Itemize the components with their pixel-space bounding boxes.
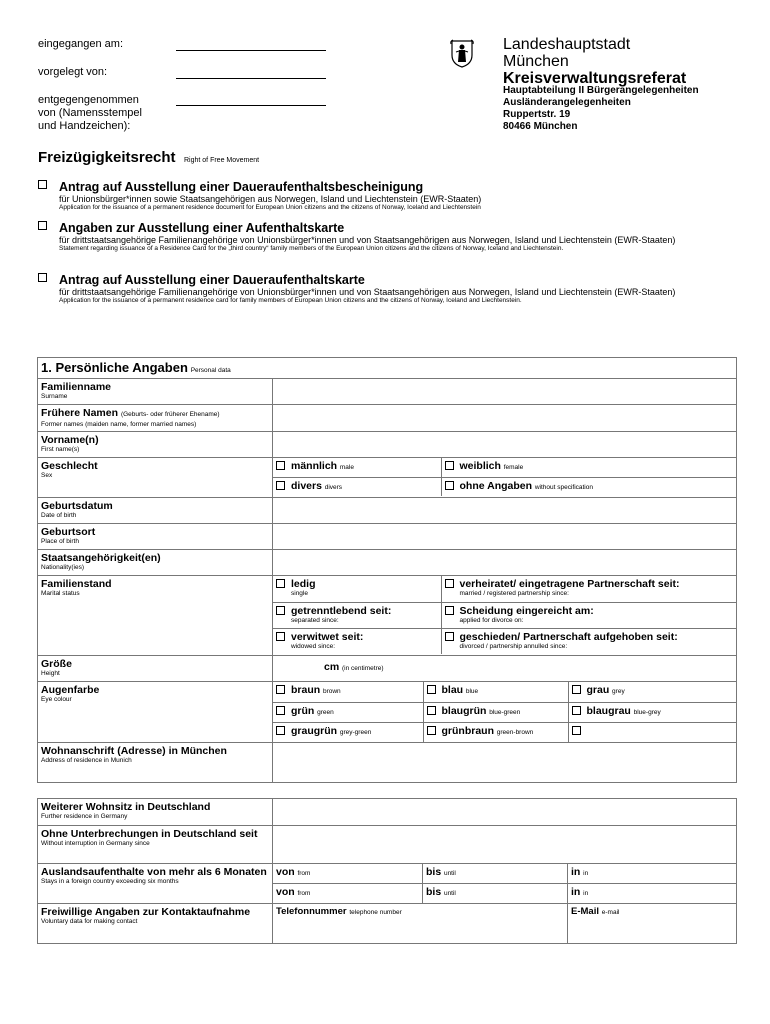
eye-colour-label: Augenfarbe Eye colour (38, 682, 273, 743)
abroad-in-2[interactable]: in in (568, 884, 737, 904)
residence-table (37, 798, 737, 944)
marital-separated[interactable]: getrenntlebend seit: separated since: (273, 602, 441, 628)
dob-label: Geburtsdatum Date of birth (38, 498, 273, 524)
further-residence-label: Weiterer Wohnsitz in Deutschland Further residence in Germany (38, 799, 273, 826)
application-checkbox-2[interactable] (38, 221, 47, 230)
munich-coat-of-arms-icon (450, 38, 474, 68)
eye-blue-green[interactable]: blaugrün blue-green (423, 702, 568, 722)
checkbox-male[interactable] (276, 461, 285, 470)
marital-single[interactable]: ledig single (273, 576, 441, 602)
application-option-3: Antrag auf Ausstellung einer Daueraufenthaltskarte für drittstaatsangehörige Familienangehörige von Unionsbürger*innen und von Staatsangehörigen aus Norwegen, Island und Liechtenstein (EWR-Staaten) Application for the issuance of a permanent residence card for family members of European Union citizens and the citizens of Norway, Iceland and Liechtenstein. (38, 273, 738, 305)
eye-blue-grey[interactable]: blaugrau blue-grey (568, 702, 736, 722)
email-field[interactable]: E-Mail e-mail (568, 904, 737, 944)
checkbox-green-brown[interactable] (427, 726, 436, 735)
checkbox-separated[interactable] (276, 606, 285, 615)
checkbox-brown[interactable] (276, 685, 285, 694)
accepted-label: entgegengenommen von (Namensstempel und Handzeichen): (38, 94, 142, 132)
checkbox-blue-grey[interactable] (572, 706, 581, 715)
checkbox-single[interactable] (276, 579, 285, 588)
address-label: Wohnanschrift (Adresse) in München Address of residence in Munich (38, 743, 273, 783)
nationality-label: Staatsangehörigkeit(en) Nationality(ies) (38, 550, 273, 576)
marital-label: Familienstand Marital status (38, 576, 273, 656)
checkbox-married[interactable] (445, 579, 454, 588)
application-option-2: Angaben zur Ausstellung einer Aufenthaltskarte für drittstaatsangehörige Familienangehörige von Unionsbürger*innen und von Staatsangehörigen aus Norwegen, Island und Liechtenstein (EWR-Staaten) Statement regarding issuance of a Residence Card for the „third country“ family members of the European Union citizens and the citizens of Norway, Iceland and Liechtenstein. (38, 221, 738, 253)
accepted-field[interactable] (176, 105, 326, 106)
checkbox-green[interactable] (276, 706, 285, 715)
height-field[interactable]: cm (in centimetre) (273, 656, 737, 682)
uninterrupted-field[interactable] (273, 826, 737, 864)
eye-other[interactable] (568, 722, 736, 742)
marital-divorce-filed[interactable]: Scheidung eingereicht am: applied for divorce on: (441, 602, 736, 628)
application-checkbox-3[interactable] (38, 273, 47, 282)
received-field[interactable] (176, 50, 326, 51)
surname-label: Familienname Surname (38, 379, 273, 405)
personal-data-table (37, 357, 737, 783)
checkbox-grey[interactable] (572, 685, 581, 694)
abroad-until-1[interactable]: bis until (423, 864, 568, 884)
eye-brown[interactable]: braun brown (273, 682, 423, 702)
authority-name: Landeshauptstadt München Kreisverwaltungsreferat (503, 36, 687, 87)
nationality-field[interactable] (273, 550, 737, 576)
dob-field[interactable] (273, 498, 737, 524)
uninterrupted-label: Ohne Unterbrechungen in Deutschland seit Without interruption in Germany since (38, 826, 273, 864)
checkbox-divers[interactable] (276, 481, 285, 490)
sex-option-female[interactable]: weiblich female (441, 458, 736, 477)
abroad-from-1[interactable]: von from (273, 864, 423, 884)
authority-address: Hauptabteilung II Bürgerangelegenheiten Ausländerangelegenheiten Ruppertstr. 19 80466 München (503, 85, 699, 132)
eye-grey[interactable]: grau grey (568, 682, 736, 702)
checkbox-other-eye[interactable] (572, 726, 581, 735)
former-names-field[interactable] (273, 405, 737, 432)
abroad-from-2[interactable]: von from (273, 884, 423, 904)
sex-option-divers[interactable]: divers divers (273, 477, 441, 496)
checkbox-divorce-filed[interactable] (445, 606, 454, 615)
section-1-title: 1. Persönliche Angaben Personal data (38, 358, 737, 379)
address-field[interactable] (273, 743, 737, 783)
presented-label: vorgelegt von: (38, 66, 108, 78)
application-checkbox-1[interactable] (38, 180, 47, 189)
former-names-label: Frühere Namen (Geburts- oder früherer Ehename) Former names (maiden name, former married names) (38, 405, 273, 432)
checkbox-grey-green[interactable] (276, 726, 285, 735)
sex-option-male[interactable]: männlich male (273, 458, 441, 477)
sex-label: Geschlecht Sex (38, 458, 273, 498)
abroad-label: Auslandsaufenthalte von mehr als 6 Monaten Stays in a foreign country exceeding six months (38, 864, 273, 904)
eye-grey-green[interactable]: graugrün grey-green (273, 722, 423, 742)
surname-field[interactable] (273, 379, 737, 405)
sex-option-unspecified[interactable]: ohne Angaben without specification (441, 477, 736, 496)
checkbox-unspecified[interactable] (445, 481, 454, 490)
further-residence-field[interactable] (273, 799, 737, 826)
abroad-until-2[interactable]: bis until (423, 884, 568, 904)
received-label: eingegangen am: (38, 38, 124, 50)
phone-field[interactable]: Telefonnummer telephone number (273, 904, 568, 944)
first-name-label: Vorname(n) First name(s) (38, 432, 273, 458)
pob-field[interactable] (273, 524, 737, 550)
marital-widowed[interactable]: verwitwet seit: widowed since: (273, 628, 441, 654)
eye-green[interactable]: grün green (273, 702, 423, 722)
first-name-field[interactable] (273, 432, 737, 458)
checkbox-divorced[interactable] (445, 632, 454, 641)
checkbox-blue-green[interactable] (427, 706, 436, 715)
checkbox-blue[interactable] (427, 685, 436, 694)
abroad-in-1[interactable]: in in (568, 864, 737, 884)
presented-field[interactable] (176, 78, 326, 79)
marital-married[interactable]: verheiratet/ eingetragene Partnerschaft seit: married / registered partnership since: (441, 576, 736, 602)
eye-blue[interactable]: blau blue (423, 682, 568, 702)
eye-green-brown[interactable]: grünbraun green-brown (423, 722, 568, 742)
application-option-1: Antrag auf Ausstellung einer Daueraufenthaltsbescheinigung für Unionsbürger*innen sowie Staatsangehörigen aus Norwegen, Island und Liechtenstein (EWR-Staaten) Application for the issuance of a permanent residence document for European Union citizens and the citizens of Norway, Iceland and Liechtenstein (38, 180, 738, 212)
checkbox-widowed[interactable] (276, 632, 285, 641)
voluntary-label: Freiwillige Angaben zur Kontaktaufnahme Voluntary data for making contact (38, 904, 273, 944)
checkbox-female[interactable] (445, 461, 454, 470)
page-title: Freizügigkeitsrecht Right of Free Movement (38, 149, 260, 166)
pob-label: Geburtsort Place of birth (38, 524, 273, 550)
height-label: Größe Height (38, 656, 273, 682)
marital-divorced[interactable]: geschieden/ Partnerschaft aufgehoben seit: divorced / partnership annulled since: (441, 628, 736, 654)
